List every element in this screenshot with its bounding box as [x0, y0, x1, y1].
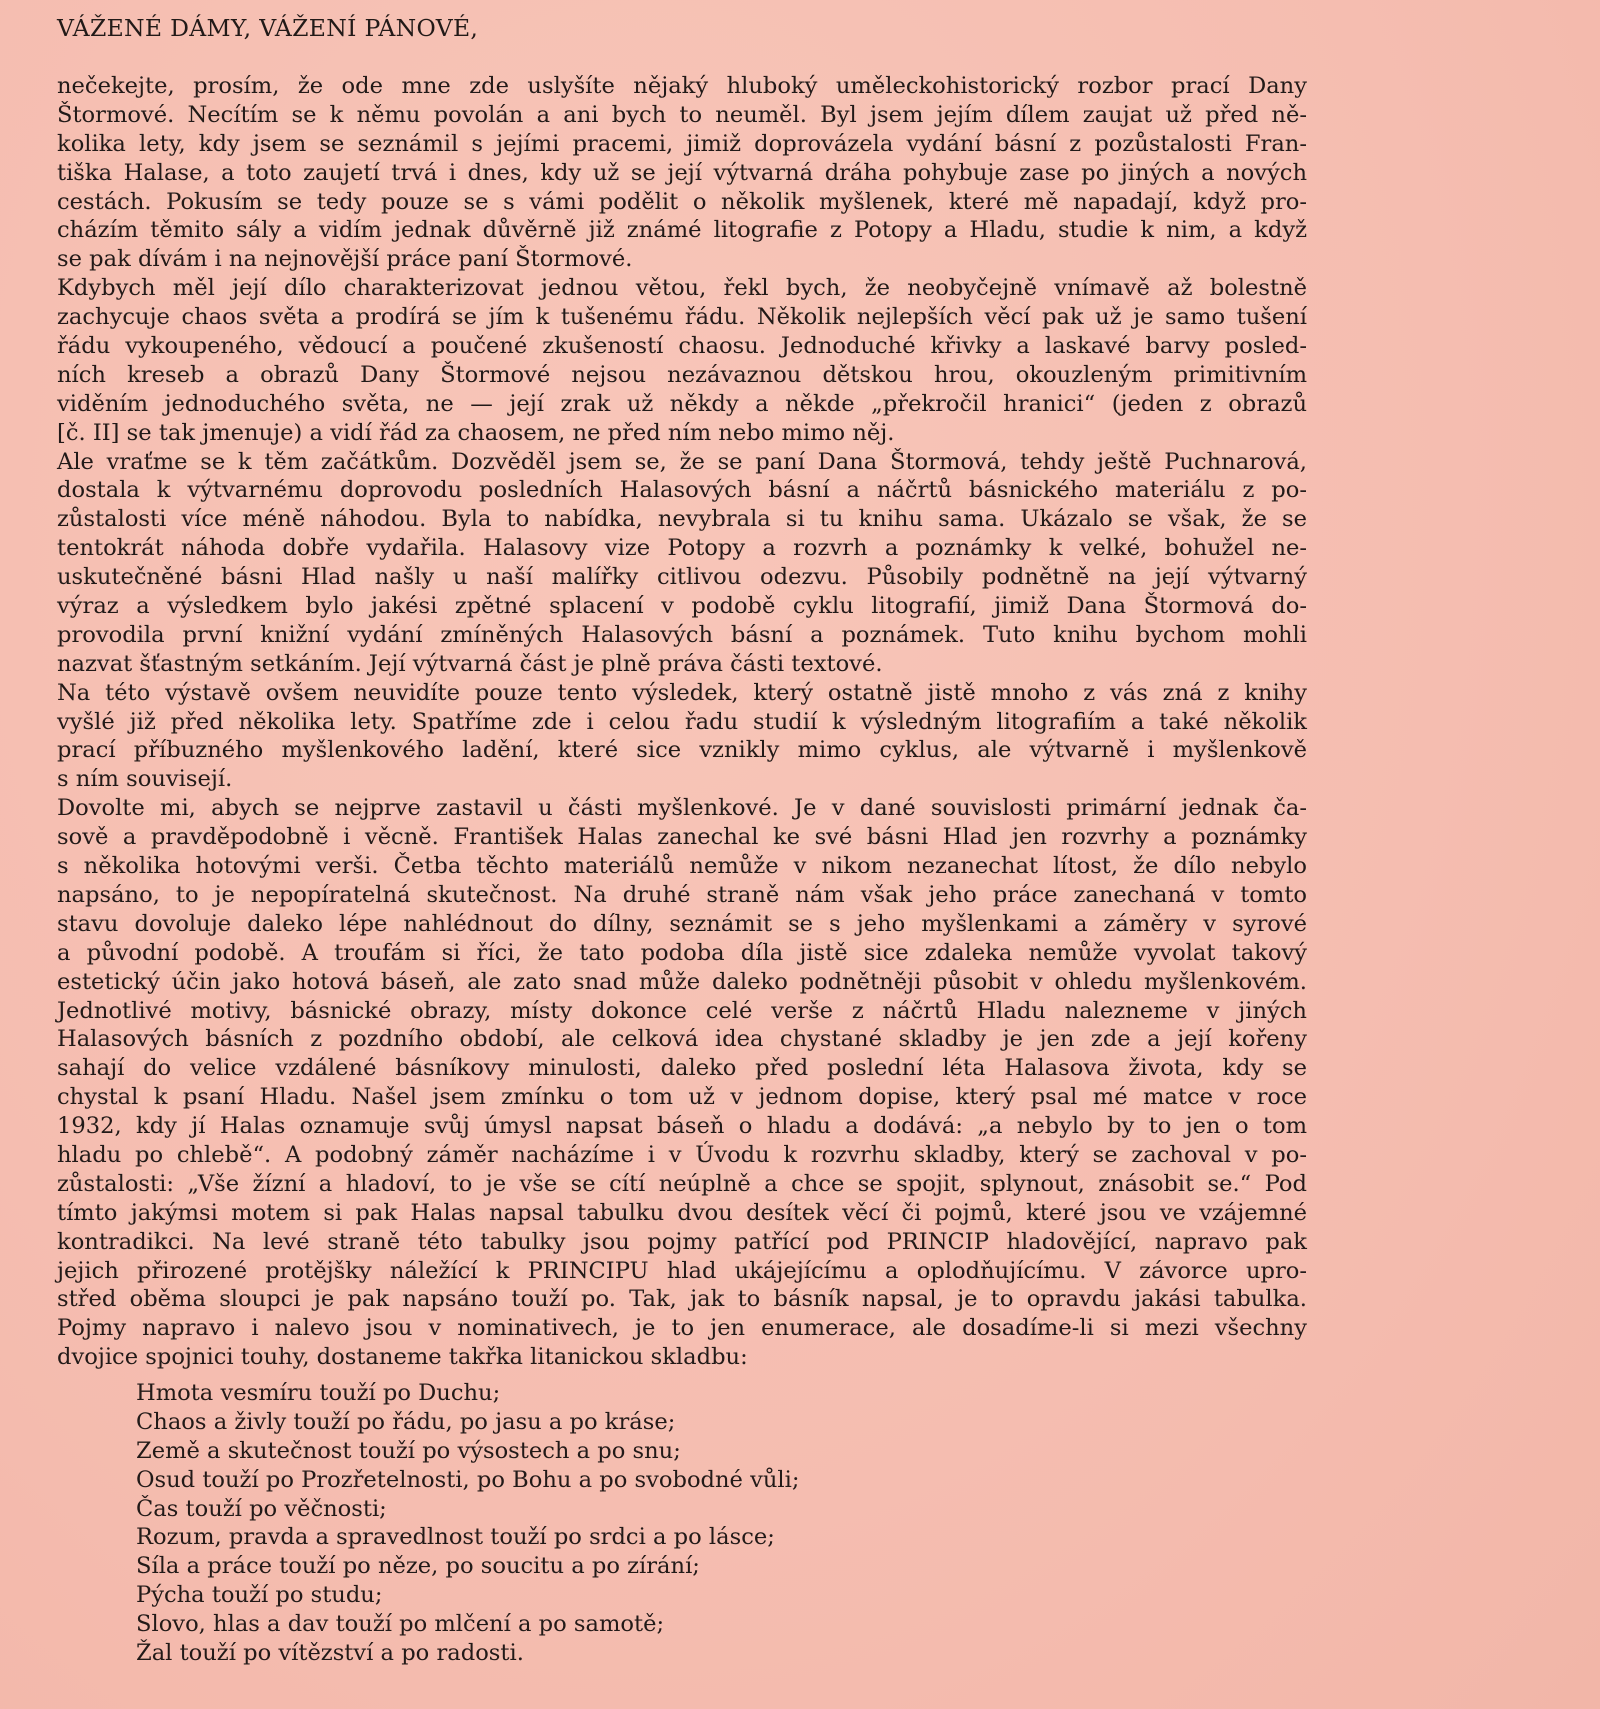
text-line: se pak dívám i na nejnovější práce paní Štormové.	[57, 246, 633, 273]
text-line: chystal k psaní Hladu. Našel jsem zmínku o tom už v jednom dopise, který psal mé matce v roce	[57, 1084, 1307, 1111]
text-line: kolika lety, kdy jsem se seznámil s jejími pracemi, jimiž doprovázela vydání básní z pozůstalosti Fran-	[57, 130, 1307, 157]
litany-line: Pýcha touží po studu;	[136, 1582, 383, 1609]
text-line: viděním jednoduchého světa, ne — její zrak už někdy a někde „překročil hranici“ (jeden z obrazů	[57, 390, 1307, 417]
litany-line: Rozum, pravda a spravedlnost touží po srdci a po lásce;	[136, 1524, 775, 1551]
text-line: provodila první knižní vydání zmíněných Halasových básní a poznámek. Tuto knihu bychom mohli	[57, 621, 1307, 648]
text-line: estetický účin jako hotová báseň, ale zato snad může daleko podnětněji působit v ohledu myšlenkovém.	[57, 968, 1307, 995]
text-line: nečekejte, prosím, že ode mne zde uslyšíte nějaký hluboký uměleckohistorický rozbor prací Dany	[57, 73, 1307, 99]
litany-line: Síla a práce touží po něze, po soucitu a po zírání;	[136, 1553, 700, 1580]
text-line: jejich přirozené protějšky náležící k PRINCIPU hlad ukájejícímu a oplodňujícímu. V závorce upro-	[57, 1257, 1307, 1284]
text-line: 1932, kdy jí Halas oznamuje svůj úmysl napsat báseň o hladu a dodává: „a nebylo by to jen o tom	[57, 1113, 1307, 1140]
litany-line: Slovo, hlas a dav touží po mlčení a po samotě;	[136, 1611, 665, 1638]
text-line: dvojice spojnici touhy, dostaneme takřka litanickou skladbu:	[57, 1344, 748, 1371]
text-line: vyšlé již před několika lety. Spatříme zde i celou řadu studií k výsledným litografiím a také několik	[57, 708, 1307, 735]
body-text	[57, 72, 1307, 1372]
text-line: sově a pravděpodobně i věcně. František Halas zanechal ke své básni Hlad jen rozvrhy a poznámky	[57, 824, 1307, 851]
text-line: s ním souvisejí.	[57, 766, 233, 793]
litany-line: Čas touží po věčnosti;	[136, 1495, 387, 1522]
text-line: zachycuje chaos světa a prodírá se jím k tušenému řádu. Několik nejlepších věcí pak už je samo tušení	[57, 304, 1307, 331]
text-line: Halasových básních z pozdního období, ale celková idea chystané skladby je jen zde a její kořeny	[57, 1026, 1307, 1053]
text-line: Jednotlivé motivy, básnické obrazy, místy dokonce celé verše z náčrtů Hladu nalezneme v jiných	[57, 997, 1307, 1024]
text-line: hladu po chlebě“. A podobný záměr nacházíme i v Úvodu k rozvrhu skladby, který se zachoval v po-	[57, 1141, 1307, 1168]
text-line: a původní podobě. A troufám si říci, že tato podoba díla jistě sice zdaleka nemůže vyvolat takový	[57, 939, 1307, 966]
text-line: tímto jakýmsi motem si pak Halas napsal tabulku dvou desítek věcí či pojmů, které jsou ve vzájemné	[57, 1199, 1307, 1226]
text-line: cházím těmito sály a vidím jednak důvěrně již známé litografie z Potopy a Hladu, studie k nim, a když	[57, 217, 1307, 244]
text-line: střed oběma sloupci je pak napsáno touží po. Tak, jak to básník napsal, je to opravdu jakási tabulka.	[57, 1286, 1307, 1313]
litany-line: Žal touží po vítězství a po radosti.	[136, 1640, 524, 1667]
text-line: Na této výstavě ovšem neuvidíte pouze tento výsledek, který ostatně jistě mnoho z vás zná z knihy	[57, 679, 1307, 706]
text-line: napsáno, to je nepopíratelná skutečnost. Na druhé straně nám však jeho práce zanechaná v tomto	[57, 881, 1307, 908]
text-line: dostala k výtvarnému doprovodu posledních Halasových básní a náčrtů básnického materiálu z po-	[57, 477, 1307, 504]
text-line: [č. II] se tak jmenuje) a vidí řád za chaosem, ne před ním nebo mimo něj.	[57, 419, 895, 446]
text-line: ních kreseb a obrazů Dany Štormové nejsou nezávaznou dětskou hrou, okouzleným primitivním	[57, 361, 1307, 388]
text-line: sahají do velice vzdálené básníkovy minulosti, daleko před poslední léta Halasova života, kdy se	[57, 1055, 1307, 1082]
text-line: prací příbuzného myšlenkového ladění, které sice vznikly mimo cyklus, ale výtvarně i myšlenkově	[57, 737, 1307, 764]
text-line: řádu vykoupeného, vědoucí a poučené zkušeností chaosu. Jednoduché křivky a laskavé barvy posled-	[57, 333, 1307, 360]
text-line: Ale vraťme se k těm začátkům. Dozvěděl jsem se, že se paní Dana Štormová, tehdy ještě Puchnarová,	[57, 448, 1307, 475]
salutation-heading: VÁŽENÉ DÁMY, VÁŽENÍ PÁNOVÉ,	[57, 14, 479, 42]
text-line: Kdybych měl její dílo charakterizovat jednou větou, řekl bych, že neobyčejně vnímavě až bolestně	[57, 275, 1307, 302]
text-line: uskutečněné básni Hlad našly u naší malířky citlivou odezvu. Působily podnětně na její výtvarný	[57, 564, 1307, 591]
text-line: zůstalosti: „Vše žízní a hladoví, to je vše se cítí neúplně a chce se spojit, splynout, znásobit se.“ Pod	[57, 1170, 1307, 1197]
litany-line: Osud touží po Prozřetelnosti, po Bohu a po svobodné vůli;	[136, 1466, 800, 1493]
litany-line: Chaos a živly touží po řádu, po jasu a po kráse;	[136, 1408, 676, 1435]
text-line: tiška Halase, a toto zaujetí trvá i dnes, kdy už se její výtvarná dráha pohybuje zase po jiných a nových	[57, 159, 1307, 186]
text-line: tentokrát náhoda dobře vydařila. Halasovy vize Potopy a rozvrh a poznámky k velké, bohužel ne-	[57, 535, 1307, 562]
text-line: cestách. Pokusím se tedy pouze se s vámi podělit o několik myšlenek, které mě napadají, když pro-	[57, 188, 1307, 215]
text-line: výraz a výsledkem bylo jakési zpětné splacení v podobě cyklu litografií, jimiž Dana Štormová do-	[57, 593, 1307, 620]
litany-line: Hmota vesmíru touží po Duchu;	[136, 1380, 501, 1406]
text-line: s několika hotovými verši. Četba těchto materiálů nemůže v nikom nezanechat lítost, že dílo nebylo	[57, 853, 1307, 880]
text-line: nazvat šťastným setkáním. Její výtvarná část je plně práva části textové.	[57, 650, 883, 677]
text-line: Pojmy napravo i nalevo jsou v nominativech, je to jen enumerace, ale dosadíme-li si mezi všechny	[57, 1315, 1307, 1342]
text-line: zůstalosti více méně náhodou. Byla to nabídka, nevybrala si tu knihu sama. Ukázalo se však, že se	[57, 506, 1307, 533]
litany-verses	[136, 1379, 800, 1668]
litany-line: Země a skutečnost touží po výsostech a po snu;	[136, 1437, 681, 1464]
text-line: Dovolte mi, abych se nejprve zastavil u části myšlenkové. Je v dané souvislosti primární jednak ča-	[57, 795, 1307, 822]
text-line: kontradikci. Na levé straně této tabulky jsou pojmy patřící pod PRINCIP hladovějící, napravo pak	[57, 1228, 1307, 1255]
text-line: stavu dovoluje daleko lépe nahlédnout do dílny, seznámit se s jeho myšlenkami a záměry v syrové	[57, 910, 1307, 937]
text-line: Štormové. Necítím se k němu povolán a ani bych to neuměl. Byl jsem jejím dílem zaujat už před ně-	[57, 101, 1307, 128]
